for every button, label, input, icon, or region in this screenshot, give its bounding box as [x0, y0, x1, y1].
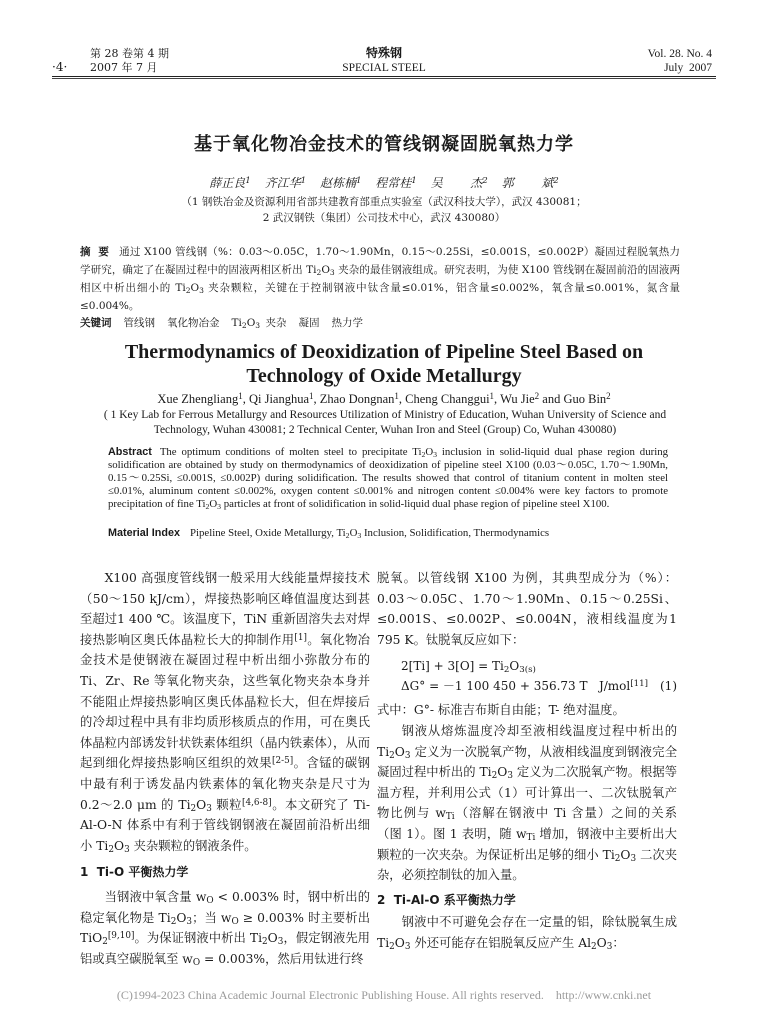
- subscript: O: [192, 957, 201, 968]
- subscript-part: (s): [524, 665, 536, 676]
- affiliation-en: [80, 408, 690, 438]
- header-journal-en: SPECIAL STEEL: [342, 62, 426, 74]
- author-mark: 1: [411, 176, 417, 187]
- abstract-en-label: Abstract: [108, 446, 152, 458]
- keyword-part: O: [246, 317, 256, 329]
- text: 定义为二次脱氧产物。根据等温方程，并利用公式（1）可计算出一、二次钛脱氧产物比例与 w: [377, 765, 677, 821]
- author-mark: 2: [482, 176, 488, 187]
- abstract-en-text: The optimum conditions of molten steel to precipitate Ti: [159, 446, 422, 458]
- material-index-text: Inclusion, Solidification, Thermodynamics: [361, 527, 550, 539]
- abstract-en: [108, 446, 668, 511]
- text: O: [394, 935, 405, 950]
- author-mark: 1: [489, 390, 495, 401]
- text: 定义为一次脱氧产物，从液相线温度到钢液完全凝固过程中析出的 Ti: [377, 744, 677, 780]
- subscript: 3: [404, 750, 411, 761]
- text: 。氧化物冶金技术是使钢液在凝固过程中析出细小弥散分布的 Ti、Zr、Re 等氧化物夹杂，这些氧化物夹杂本身并不能阻止焊接热影响区奥氏体晶粒长大，但在焊接后的冷却过程中具有非均质形核质点的作用，可在奥氏体晶粒内部诱发针状铁素体组织（晶内铁素体），从而起到细化焊接热影响区组织的效果: [80, 632, 370, 771]
- equation-1: [377, 656, 677, 696]
- material-index-label: Material Index: [108, 527, 181, 539]
- subscript: 2: [190, 803, 197, 814]
- subscript-part: 3: [519, 665, 525, 676]
- title-en-line-2: Technology of Oxide Metallurgy: [246, 365, 522, 387]
- abstract-en-text: O: [425, 446, 434, 458]
- text: O: [497, 765, 508, 780]
- material-index-text: O: [349, 527, 358, 539]
- text: 二次夹杂，必须控制钛的加入量。: [377, 847, 677, 883]
- author-cn: 赵栋楠: [319, 176, 356, 190]
- header-journal-cn: 特殊钢: [365, 46, 402, 60]
- subscript: 3: [206, 803, 212, 814]
- text: O: [394, 744, 405, 759]
- keyword: 凝固: [298, 317, 320, 329]
- text: 增加，钢液中主要析出大颗粒的一次夹杂。为保证析出足够的细小 Ti: [377, 826, 677, 862]
- title-en: [0, 340, 768, 388]
- section-heading-1: 1 Ti-O 平衡热力学: [80, 865, 189, 880]
- citation: [1]: [294, 632, 307, 643]
- subscript: 2: [421, 449, 426, 459]
- subscript: 3: [277, 937, 284, 948]
- text: 钢液从熔炼温度冷却至液相线温度过程中析出的 Ti: [377, 723, 677, 759]
- author-cn: 吴 杰: [430, 176, 483, 190]
- abstract-cn: [80, 243, 680, 315]
- affiliation-en-line-2: Technology, Wuhan 430081; 2 Technical Center, Wuhan Iron and Steel (Group) Co, Wuhan 430080): [153, 424, 617, 436]
- header-date-cn: 2007 年 7 月: [90, 61, 158, 74]
- affiliation-en-line-1: ( 1 Key Lab for Ferrous Metallurgy and Resources Utilization of Ministry of Education, Wuhan University of Science and: [103, 409, 667, 421]
- body-right-column: [377, 568, 677, 954]
- subscript: 3: [433, 449, 438, 459]
- author-en: Qi Jianghua: [248, 392, 310, 406]
- subscript: Ti: [445, 812, 455, 823]
- paragraph: [377, 721, 677, 886]
- header-rule: [52, 76, 716, 77]
- text: < 0.003% 时，钢中析出的稳定氧化物是 Ti: [80, 889, 370, 925]
- citation: [4,6-8]: [242, 797, 272, 808]
- subscript: 3: [630, 853, 637, 864]
- keyword-part: Ti: [231, 317, 242, 329]
- author-mark: 2: [534, 390, 540, 401]
- paragraph: [377, 912, 677, 953]
- author-mark: 1: [238, 390, 243, 401]
- material-index-en: [108, 527, 688, 539]
- text: 夹杂颗粒的钢液条件。: [129, 838, 257, 853]
- subscript: 3: [124, 844, 130, 855]
- citation: [11]: [630, 679, 648, 690]
- affiliation-cn-2: 2 武汉钢铁（集团）公司技术中心，武汉 430080）: [262, 212, 506, 224]
- subscript: 2: [614, 853, 621, 864]
- subscript: 2: [389, 750, 395, 761]
- subscript: 2: [185, 285, 191, 295]
- equation-text: 2[Ti] + 3[O] = Ti: [401, 659, 504, 674]
- text: ：: [612, 935, 625, 950]
- body-left-column: [80, 568, 370, 969]
- author-mark: 1: [355, 176, 362, 187]
- subscript: 2: [262, 937, 268, 948]
- text: O: [113, 838, 125, 853]
- subscript: 3: [357, 530, 362, 540]
- header-page-number: ·4·: [52, 60, 68, 74]
- subscript: 3: [255, 320, 261, 330]
- abstract-en-text: O: [209, 498, 218, 510]
- authors-en: Xue Zhengliang$^1$, Qi Jianghua$^1$, Zhao Dongnan$^1$, Cheng Changgui$^1$, Wu Jie$^2$ and Guo Bin$^2$: [157, 390, 611, 406]
- text: ，假定钢液先用铝或真空碳脱氧至 w: [80, 931, 370, 966]
- text: 颗粒: [211, 797, 243, 812]
- keywords-cn-label: 关键词: [80, 317, 112, 329]
- header-date-en: July 2007: [664, 62, 712, 74]
- abstract-en-text: particles at front of solidification in solid-liquid dual phase region of pipeline steel X100.: [221, 498, 610, 510]
- text: 钢液中不可避免会存在一定量的铝，除钛脱氧生成 Ti: [377, 915, 677, 950]
- subscript: 2: [389, 942, 395, 953]
- keyword: [232, 317, 287, 329]
- author-mark: 2: [553, 176, 559, 187]
- keywords-cn: [80, 314, 680, 332]
- header-rule-thin: [52, 78, 716, 79]
- subscript: 2: [108, 844, 114, 855]
- subscript: 3: [329, 267, 335, 277]
- subscript: 2: [205, 501, 210, 511]
- subscript: [519, 666, 536, 676]
- subscript: O: [231, 916, 239, 927]
- equation-number: (1): [660, 679, 677, 694]
- paragraph: [80, 568, 370, 856]
- subscript: 3: [217, 501, 222, 511]
- citation: [9,10]: [107, 931, 135, 942]
- abstract-cn-text: O: [321, 264, 330, 276]
- subscript: 2: [503, 665, 510, 676]
- subscript: 2: [102, 937, 108, 948]
- abstract-en-text: inclusion in solid-liquid dual phase region during solidification are obtained by study on thermodynamics of deoxidization of pipeline steel X100 (0.03～0.05C, 1.70～1.90Mn, 0.15～0.25Si, ≤0.001S, ≤0.002P) during solidification. The results showed that control of titanium content in molten steel ≤0.01%, aluminum content ≤0.002%, oxygen content ≤0.001% and nitrogen content ≤0.004% were key factors to promote precipitation of fine Ti: [108, 446, 668, 510]
- subscript: 2: [170, 916, 177, 927]
- author-en: Cheng Changgui: [405, 392, 490, 406]
- text: 。为保证钢液中析出 Ti: [134, 931, 262, 946]
- keyword-part: 夹杂: [260, 317, 287, 329]
- keyword: 热力学: [331, 317, 363, 329]
- paragraph: 脱氧。以管线钢 X100 为例，其典型成分为（%）：0.03～0.05C、1.70～1.90Mn、0.15～0.25Si、≤0.001S、≤0.002P、≤0.004N，液相线温度为1 795 K。钛脱氧反应如下：: [377, 571, 677, 647]
- subscript: 2: [241, 320, 247, 330]
- subscript: 3: [606, 942, 613, 953]
- author-cn: 郭 斌: [501, 176, 554, 190]
- subscript: Ti: [526, 833, 536, 844]
- subscript: O: [206, 896, 214, 907]
- title-en-line-1: Thermodynamics of Deoxidization of Pipeline Steel Based on: [124, 341, 644, 363]
- text: 。含锰的碳钢中最有利于诱发晶内铁素体的氧化物夹杂是尺寸为 0.2～2.0 μm 的 Ti: [80, 756, 370, 812]
- copyright-footer: (C)1994-2023 China Academic Journal Electronic Publishing House. All rights reserved. http://www.cnki.net: [116, 988, 652, 1002]
- author-en: Wu Jie: [500, 392, 535, 406]
- paragraph: 式中：G°- 标准吉布斯自由能；T- 绝对温度。: [377, 703, 625, 718]
- header-volume-en: Vol. 28. No. 4: [647, 48, 712, 60]
- author-mark: 1: [245, 176, 251, 187]
- abstract-cn-text: 夹杂颗粒，关键在于控制钢液中钛含量≤0.01%，铝含量≤0.002%，氧含量≤0.001%，氮含量≤0.004%。: [80, 282, 680, 312]
- subscript: 3: [507, 771, 513, 782]
- text: O: [596, 935, 607, 950]
- text: O: [620, 847, 631, 862]
- text: ；当 w: [192, 910, 232, 925]
- subscript: 3: [404, 942, 411, 953]
- subscript: 3: [199, 285, 204, 295]
- header-volume-cn: 第 28 卷第 4 期: [90, 47, 169, 60]
- subscript: 2: [345, 530, 350, 540]
- text: 当钢液中氧含量 w: [104, 889, 207, 904]
- authors-cn: [0, 174, 768, 191]
- author-cn: 齐江华: [264, 176, 301, 190]
- title-cn: 基于氧化物冶金技术的管线钢凝固脱氧热力学: [194, 134, 574, 155]
- section-heading-2: 2 Ti-Al-O 系平衡热力学: [377, 892, 516, 907]
- author-cn: 薛正良: [209, 176, 246, 190]
- subscript: 2: [491, 771, 498, 782]
- text: X100 高强度管线钢一般采用大线能量焊接技术（50～150 kJ/cm），焊接热影响区峰值温度达到甚至超过1 400 ℃。该温度下，TiN 重新固溶失去对焊接热影响区奥氏体晶粒长大的抑制作用: [80, 571, 370, 647]
- subscript: 2: [316, 267, 322, 277]
- subscript: 3: [186, 916, 193, 927]
- author-mark: 1: [394, 390, 399, 401]
- text: ≥ 0.003% 时主要析出 TiO: [80, 910, 370, 946]
- keyword: 氧化物冶金: [167, 317, 220, 329]
- abstract-cn-text: 通过 X100 管线钢（%：0.03～0.05C，1.70～1.90Mn，0.15～0.25Si，≤0.001S，≤0.002P）凝固过程脱氧热力学研究，确定了在凝固过程中的固液两相区析出 Ti: [80, 246, 680, 276]
- abstract-cn-text: O: [190, 282, 200, 294]
- equation-gibbs: [401, 676, 677, 696]
- equation-text: ΔG° = －1 100 450 + 356.73 T J/mol: [401, 679, 631, 694]
- citation: [2-5]: [272, 756, 294, 767]
- equation-reaction: [401, 656, 677, 676]
- author-mark: 2: [606, 390, 611, 401]
- text: O: [267, 931, 278, 946]
- material-index-text: Pipeline Steel, Oxide Metallurgy, Ti: [190, 527, 346, 539]
- text: 。本文研究了 Ti-Al-O-N 体系中有利于管线钢钢液在凝固前沿析出细小 Ti: [80, 797, 370, 853]
- affiliation-cn-1: （1 钢铁冶金及资源利用省部共建教育部重点实验室（武汉科技大学），武汉 430081；: [181, 196, 587, 208]
- author-mark: 1: [300, 176, 307, 187]
- text: （溶解在钢液中 Ti 含量）之间的关系（图 1）。图 1 表明，随 w: [377, 806, 678, 841]
- text: O: [176, 910, 187, 925]
- text: = 0.003%，然后用钛进行终: [200, 951, 364, 966]
- author-en: Zhao Dongnan: [319, 392, 395, 406]
- keyword: 管线钢: [123, 317, 155, 329]
- author-en: Guo Bin: [563, 392, 607, 406]
- paragraph: [80, 887, 370, 969]
- author-cn: 程常桂: [375, 176, 412, 190]
- text: 外还可能存在铝脱氧反应产生 Al: [410, 935, 592, 950]
- abstract-cn-label: 摘 要: [80, 246, 110, 258]
- author-en: Xue Zhengliang: [157, 392, 239, 406]
- author-mark: 1: [309, 390, 314, 401]
- equation-text: O: [509, 659, 520, 674]
- abstract-cn-text: 夹杂的最佳钢液组成。研究表明，为使 X100 管线钢在凝固前沿的固液两相区中析出细小的 Ti: [80, 264, 680, 294]
- subscript: 2: [591, 942, 597, 953]
- text: O: [196, 797, 207, 812]
